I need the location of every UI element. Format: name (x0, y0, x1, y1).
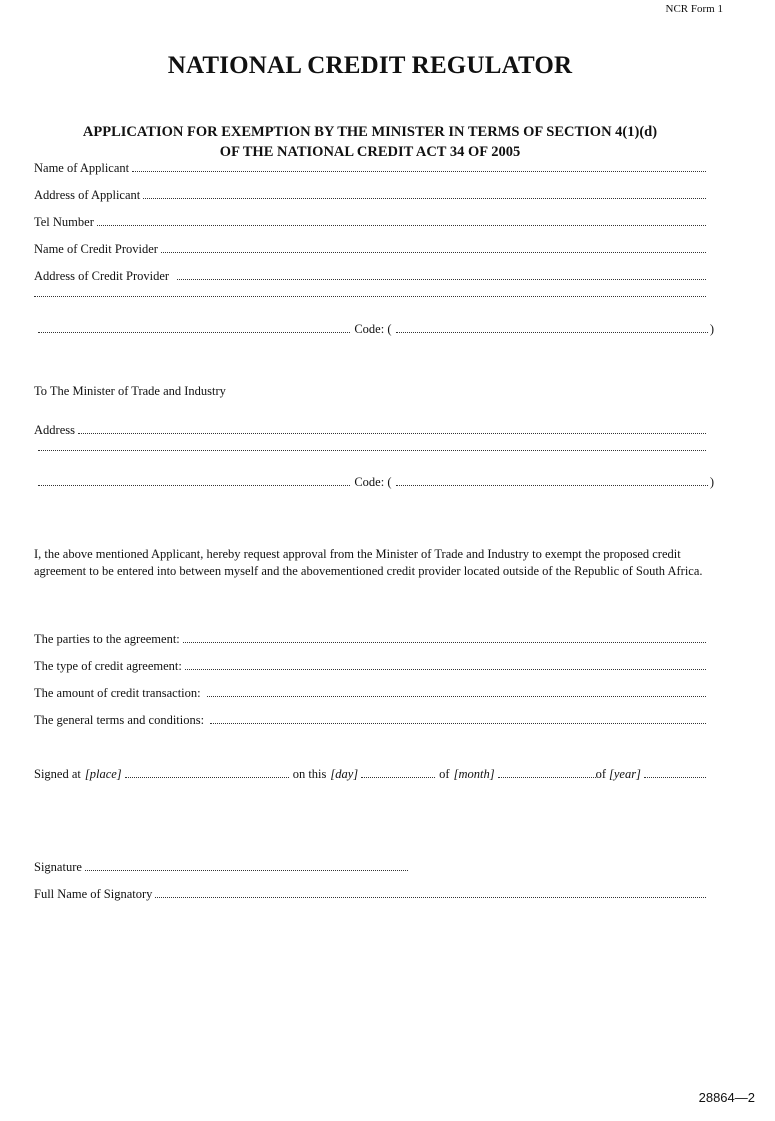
full-name-field[interactable] (34, 887, 706, 902)
applicant-name-field[interactable] (34, 161, 706, 176)
minister-code-close: ) (709, 475, 715, 489)
credit-provider-code-line[interactable] (38, 322, 714, 337)
parties-label: The parties to the agreement: (34, 632, 180, 646)
full-name-input[interactable] (155, 897, 706, 898)
minister-address-input[interactable] (78, 433, 706, 434)
page-title: NATIONAL CREDIT REGULATOR (167, 52, 573, 79)
credit-type-input[interactable] (185, 669, 706, 670)
of-label-2: of (595, 767, 606, 781)
minister-code-label: Code: ( (354, 475, 392, 489)
subtitle-line-1: APPLICATION FOR EXEMPTION BY THE MINISTER IN TERMS OF SECTION 4(1)(d) (82, 124, 658, 140)
full-name-label: Full Name of Signatory (34, 887, 153, 901)
credit-provider-address-line-2[interactable] (34, 296, 706, 301)
month-placeholder: [month] (453, 767, 495, 781)
code-close: ) (709, 322, 715, 336)
code-label: Code: ( (354, 322, 392, 336)
minister-address-label: Address (34, 423, 75, 437)
credit-provider-address-input-3[interactable] (38, 332, 350, 333)
signed-at-line[interactable] (34, 767, 706, 782)
credit-provider-code-input[interactable] (396, 332, 708, 333)
applicant-name-label: Name of Applicant (34, 161, 130, 175)
credit-provider-address-label: Address of Credit Provider (34, 269, 170, 283)
credit-amount-input[interactable] (207, 696, 706, 697)
credit-provider-address-input[interactable] (177, 279, 706, 280)
to-minister-line (34, 384, 706, 399)
credit-provider-name-label: Name of Credit Provider (34, 242, 158, 256)
place-placeholder: [place] (84, 767, 122, 781)
credit-provider-name-field[interactable] (34, 242, 706, 257)
tel-number-field[interactable] (34, 215, 706, 230)
signature-input[interactable] (85, 870, 408, 871)
credit-provider-address-input-2[interactable] (34, 296, 706, 297)
tel-number-label: Tel Number (34, 215, 94, 229)
credit-amount-label: The amount of credit transaction: (34, 686, 201, 700)
place-input[interactable] (125, 777, 289, 778)
terms-input[interactable] (210, 723, 706, 724)
of-label-1: of (439, 767, 450, 781)
signature-label: Signature (34, 860, 82, 874)
month-input[interactable] (498, 777, 596, 778)
applicant-address-input[interactable] (143, 198, 706, 199)
day-placeholder: [day] (330, 767, 359, 781)
subtitle-line-2: OF THE NATIONAL CREDIT ACT 34 OF 2005 (219, 144, 521, 160)
credit-type-field[interactable] (34, 659, 706, 674)
terms-field[interactable] (34, 713, 706, 728)
minister-address-input-3[interactable] (38, 485, 350, 486)
to-minister-label: To The Minister of Trade and Industry (34, 384, 226, 398)
parties-field[interactable] (34, 632, 706, 647)
applicant-name-input[interactable] (132, 171, 706, 172)
minister-code-input[interactable] (396, 485, 708, 486)
applicant-address-field[interactable] (34, 188, 706, 203)
request-paragraph: I, the above mentioned Applicant, hereby request approval from the Minister of Trade and Industry to exempt the proposed credit agreement to be entered into between myself and the abovementioned credit provider located outside of the Republic of South Africa. (34, 547, 703, 578)
credit-provider-address-field[interactable] (34, 269, 706, 284)
signed-at-label: Signed at (34, 767, 81, 781)
year-input[interactable] (644, 777, 706, 778)
form-number: NCR Form 1 (665, 3, 723, 15)
form-subtitle (0, 122, 740, 162)
minister-address-input-2[interactable] (38, 450, 706, 451)
year-placeholder: [year] (608, 767, 641, 781)
on-this-label: on this (292, 767, 327, 781)
credit-provider-name-input[interactable] (161, 252, 706, 253)
minister-code-line[interactable] (38, 475, 714, 490)
credit-amount-field[interactable] (34, 686, 706, 701)
credit-type-label: The type of credit agreement: (34, 659, 182, 673)
minister-address-field[interactable] (34, 423, 706, 438)
terms-label: The general terms and conditions: (34, 713, 205, 727)
applicant-address-label: Address of Applicant (34, 188, 141, 202)
signature-field[interactable] (34, 860, 408, 875)
tel-number-input[interactable] (97, 225, 706, 226)
parties-input[interactable] (183, 642, 706, 643)
day-input[interactable] (361, 777, 435, 778)
minister-address-line-2[interactable] (38, 450, 706, 455)
page-footer-code: 28864—2 (698, 1090, 755, 1105)
